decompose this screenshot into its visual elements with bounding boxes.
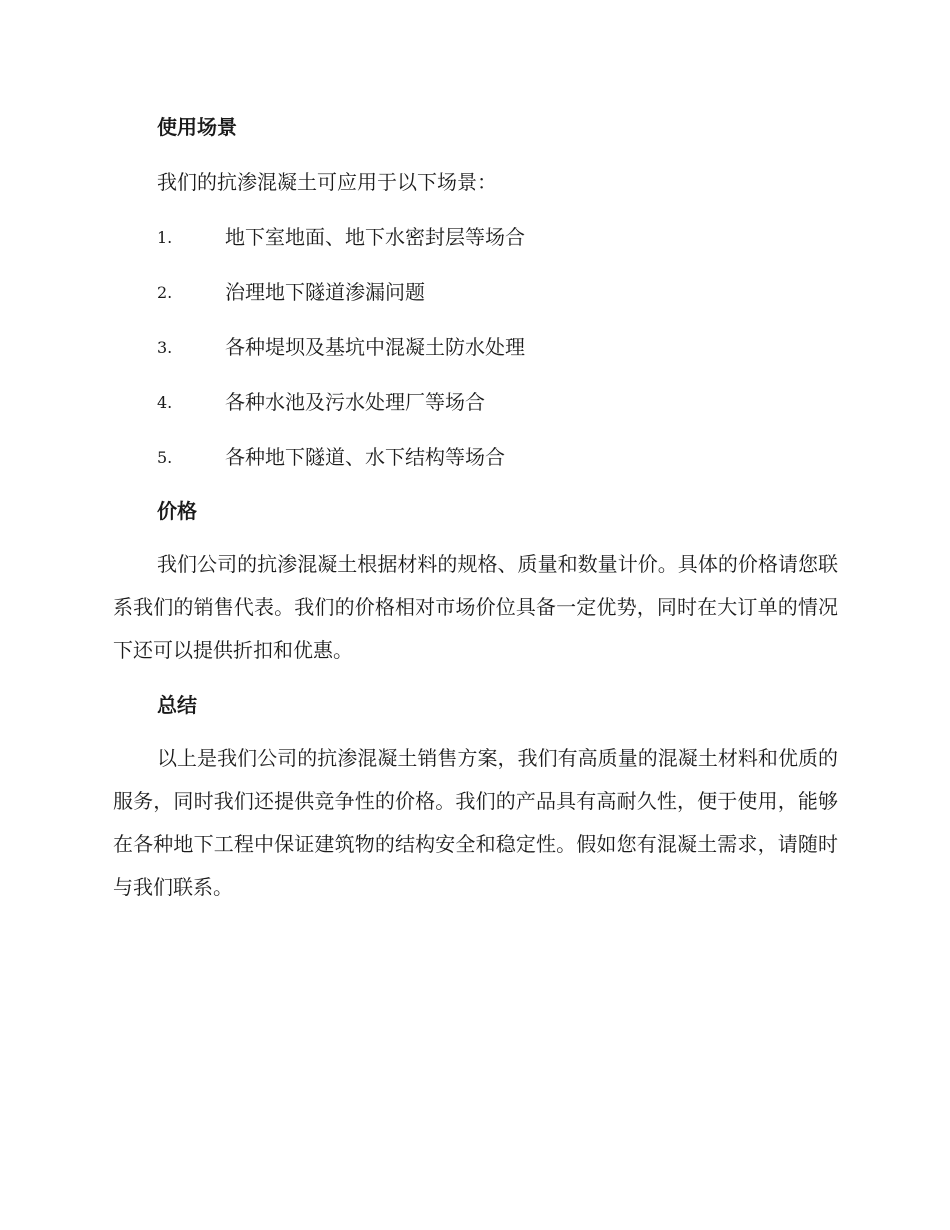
list-item <box>157 388 857 416</box>
price-heading: 价格 <box>157 499 197 523</box>
list-item-number: 5. <box>157 448 173 467</box>
list-item-text: 地下室地面、地下水密封层等场合 <box>225 225 525 249</box>
summary-heading: 总结 <box>157 693 197 717</box>
list-item-text: 各种地下隧道、水下结构等场合 <box>225 445 505 469</box>
usage-intro: 我们的抗渗混凝土可应用于以下场景： <box>157 170 497 194</box>
list-item <box>157 333 857 361</box>
list-item-number: 4. <box>157 393 173 412</box>
list-item-number: 3. <box>157 338 173 357</box>
list-item-number: 2. <box>157 283 173 302</box>
usage-heading: 使用场景 <box>157 115 237 139</box>
list-item <box>157 443 857 471</box>
list-item <box>157 223 857 251</box>
list-item-text: 各种堤坝及基坑中混凝土防水处理 <box>225 335 525 359</box>
price-paragraph: 我们公司的抗渗混凝土根据材料的规格、质量和数量计价。具体的价格请您联系我们的销售代表。我们的价格相对市场价位具备一定优势，同时在大订单的情况下还可以提供折扣和优惠。 <box>113 552 838 662</box>
list-item <box>157 278 857 306</box>
summary-paragraph: 以上是我们公司的抗渗混凝土销售方案，我们有高质量的混凝土材料和优质的服务，同时我们还提供竞争性的价格。我们的产品具有高耐久性，便于使用，能够在各种地下工程中保证建筑物的结构安全和稳定性。假如您有混凝土需求，请随时与我们联系。 <box>113 746 838 899</box>
list-item-text: 各种水池及污水处理厂等场合 <box>225 390 485 414</box>
list-item-text: 治理地下隧道渗漏问题 <box>225 280 425 304</box>
list-item-number: 1. <box>157 228 173 247</box>
